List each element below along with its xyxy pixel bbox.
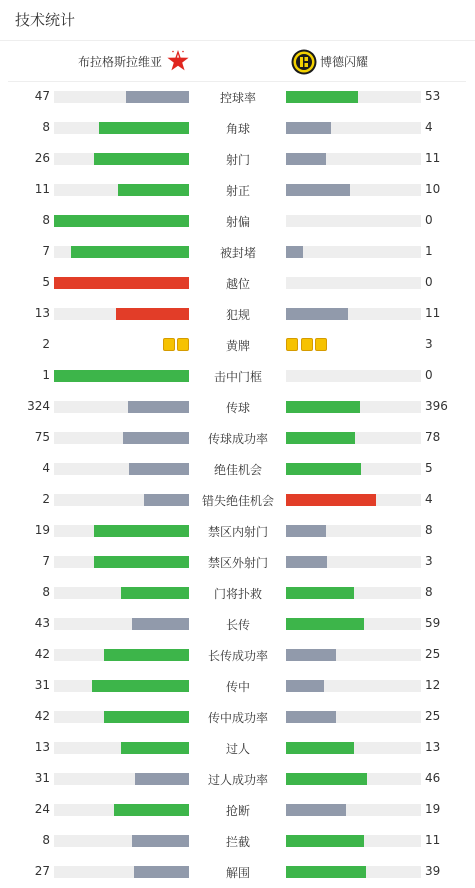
away-stat-bar: [286, 835, 421, 847]
stat-label: 传球: [225, 401, 250, 415]
home-stat-bar: [54, 618, 189, 630]
stat-label: 传球成功率: [207, 432, 268, 446]
away-stat-value: 10: [425, 182, 441, 196]
stat-row: [0, 391, 475, 422]
stat-label: 控球率: [219, 91, 256, 105]
away-stat-bar: [286, 277, 421, 289]
home-stat-bar-fill: [144, 494, 189, 506]
home-stat-bar: [54, 246, 189, 258]
home-stat-value: 31: [34, 771, 50, 785]
away-stat-bar: [286, 122, 421, 134]
home-stat-bar-fill: [118, 184, 189, 196]
away-stat-bar-fill: [286, 401, 360, 413]
stat-label: 绝佳机会: [213, 463, 262, 477]
home-stat-bar: [54, 587, 189, 599]
home-stat-bar-fill: [129, 463, 189, 475]
away-stat-bar: [286, 711, 421, 723]
stat-row: [0, 856, 475, 887]
home-stat-bar-fill: [92, 680, 189, 692]
stat-label: 抢断: [225, 804, 250, 818]
home-stat-bar-fill: [121, 587, 189, 599]
home-stat-bar-fill: [123, 432, 189, 444]
home-stat-bar-fill: [134, 866, 189, 878]
home-stat-value: 11: [34, 182, 50, 196]
home-stat-bar-fill: [54, 370, 189, 382]
home-stat-bar-fill: [94, 556, 189, 568]
home-stat-bar: [54, 308, 189, 320]
stat-label: 犯规: [225, 308, 250, 322]
stat-row: [0, 329, 475, 360]
stat-row: [0, 577, 475, 608]
away-stat-bar: [286, 742, 421, 754]
home-stat-value: 13: [34, 740, 50, 754]
home-stat-bar: [54, 370, 189, 382]
away-stat-bar: [286, 680, 421, 692]
stat-row: [0, 515, 475, 546]
away-stat-value: 53: [425, 89, 441, 103]
away-stat-bar: [286, 370, 421, 382]
home-stat-value: 7: [42, 554, 50, 568]
home-stat-value: 19: [34, 523, 50, 537]
away-stat-bar: [286, 618, 421, 630]
home-stat-bar-fill: [54, 277, 189, 289]
home-stat-value: 8: [42, 833, 50, 847]
home-stat-bar: [54, 153, 189, 165]
away-stat-bar-fill: [286, 246, 303, 258]
stat-label: 过人成功率: [207, 773, 268, 787]
home-team-name: 布拉格斯拉维亚: [77, 55, 162, 69]
away-stat-value: 1: [425, 244, 433, 258]
away-stat-value: 11: [425, 151, 441, 165]
home-stat-value: 4: [42, 461, 50, 475]
away-yellow-cards: [286, 338, 330, 351]
home-stat-bar: [54, 556, 189, 568]
home-stat-bar-fill: [54, 215, 189, 227]
away-stat-bar-fill: [286, 91, 358, 103]
away-stat-value: 396: [425, 399, 448, 413]
home-stat-bar: [54, 401, 189, 413]
home-stat-bar: [54, 804, 189, 816]
home-stat-bar: [54, 91, 189, 103]
away-stat-value: 59: [425, 616, 441, 630]
yellow-card-icon: [315, 338, 327, 351]
away-stat-value: 25: [425, 647, 441, 661]
home-stat-bar: [54, 122, 189, 134]
stat-label: 错失绝佳机会: [201, 494, 274, 508]
home-stat-bar: [54, 711, 189, 723]
home-stat-value: 8: [42, 213, 50, 227]
home-stat-value: 8: [42, 120, 50, 134]
home-stat-bar-fill: [94, 153, 189, 165]
away-stat-value: 5: [425, 461, 433, 475]
home-stat-value: 75: [34, 430, 50, 444]
home-stat-value: 42: [34, 647, 50, 661]
home-stat-value: 26: [34, 151, 50, 165]
home-stat-value: 31: [34, 678, 50, 692]
away-stat-bar: [286, 432, 421, 444]
home-stat-bar-fill: [99, 122, 189, 134]
stat-label: 过人: [225, 742, 250, 756]
away-stat-bar-fill: [286, 122, 331, 134]
away-stat-bar: [286, 649, 421, 661]
home-stat-bar-fill: [128, 401, 189, 413]
home-stat-value: 7: [42, 244, 50, 258]
away-stat-value: 8: [425, 585, 433, 599]
away-stat-bar-fill: [286, 587, 354, 599]
stat-label: 长传: [225, 618, 250, 632]
away-stat-bar: [286, 184, 421, 196]
away-stat-bar: [286, 153, 421, 165]
away-stat-bar-fill: [286, 556, 327, 568]
stat-label: 禁区内射门: [207, 525, 268, 539]
home-stat-bar: [54, 215, 189, 227]
home-yellow-cards: [160, 338, 189, 351]
home-stat-value: 43: [34, 616, 50, 630]
stat-row: [0, 81, 475, 112]
away-stat-bar: [286, 308, 421, 320]
stat-row: [0, 422, 475, 453]
stat-row: [0, 112, 475, 143]
away-stat-bar: [286, 91, 421, 103]
away-stat-value: 13: [425, 740, 441, 754]
home-stat-bar-fill: [94, 525, 189, 537]
away-stat-bar-fill: [286, 432, 355, 444]
away-stat-bar: [286, 401, 421, 413]
away-stat-bar: [286, 773, 421, 785]
stat-row: [0, 639, 475, 670]
away-stat-bar-fill: [286, 494, 376, 506]
home-stat-bar-fill: [114, 804, 189, 816]
stat-row: [0, 174, 475, 205]
away-stat-bar-fill: [286, 308, 348, 320]
slavia-star-logo-icon: [166, 49, 190, 73]
away-stat-bar-fill: [286, 153, 326, 165]
home-stat-value: 1: [42, 368, 50, 382]
stat-row: [0, 608, 475, 639]
away-stat-value: 8: [425, 523, 433, 537]
away-stat-value: 11: [425, 306, 441, 320]
home-stat-bar: [54, 773, 189, 785]
away-stat-value: 4: [425, 120, 433, 134]
stat-label: 越位: [225, 277, 250, 291]
stat-row: [0, 825, 475, 856]
home-stat-value: 47: [34, 89, 50, 103]
away-stat-value: 78: [425, 430, 441, 444]
home-stat-bar-fill: [126, 91, 189, 103]
away-stat-bar-fill: [286, 835, 364, 847]
stat-row: [0, 298, 475, 329]
away-stat-bar: [286, 525, 421, 537]
home-stat-bar: [54, 525, 189, 537]
yellow-card-icon: [286, 338, 298, 351]
stat-row: [0, 670, 475, 701]
home-stat-value: 324: [27, 399, 50, 413]
away-stat-value: 12: [425, 678, 441, 692]
home-stat-bar: [54, 432, 189, 444]
home-stat-bar-fill: [132, 835, 189, 847]
stat-row: [0, 546, 475, 577]
home-stat-bar: [54, 277, 189, 289]
stat-row: [0, 205, 475, 236]
home-stat-value: 5: [42, 275, 50, 289]
home-stat-value: 2: [42, 492, 50, 506]
away-stat-bar: [286, 804, 421, 816]
stat-label: 长传成功率: [207, 649, 268, 663]
home-stat-bar: [54, 742, 189, 754]
stat-row: [0, 794, 475, 825]
title-divider: [0, 40, 475, 41]
away-stat-value: 0: [425, 368, 433, 382]
away-stat-value: 19: [425, 802, 441, 816]
away-stat-bar: [286, 463, 421, 475]
home-stat-value: 27: [34, 864, 50, 878]
stat-label: 射正: [225, 184, 250, 198]
away-stat-value: 0: [425, 275, 433, 289]
away-stat-bar-fill: [286, 804, 346, 816]
away-stat-bar: [286, 215, 421, 227]
stat-label: 拦截: [225, 835, 250, 849]
away-stat-bar-fill: [286, 525, 326, 537]
away-stat-value: 25: [425, 709, 441, 723]
home-stat-bar-fill: [116, 308, 189, 320]
stat-row: [0, 236, 475, 267]
away-stat-bar-fill: [286, 680, 324, 692]
away-stat-value: 46: [425, 771, 441, 785]
home-stat-bar-fill: [135, 773, 189, 785]
stat-row: [0, 701, 475, 732]
away-stat-bar-fill: [286, 742, 354, 754]
stat-row: [0, 267, 475, 298]
home-stat-bar-fill: [104, 649, 189, 661]
stat-label: 击中门框: [213, 370, 262, 384]
away-stat-bar-fill: [286, 618, 364, 630]
stat-row: [0, 732, 475, 763]
home-stat-value: 42: [34, 709, 50, 723]
away-stat-value: 0: [425, 213, 433, 227]
away-stat-value: 3: [425, 554, 433, 568]
stat-label: 传中成功率: [207, 711, 268, 725]
away-team-name: 博德闪耀: [320, 55, 369, 69]
stat-label: 被封堵: [219, 246, 256, 260]
stat-row: [0, 484, 475, 515]
home-stat-value: 8: [42, 585, 50, 599]
stat-label: 解围: [225, 866, 250, 880]
away-stat-value: 11: [425, 833, 441, 847]
away-stat-bar-fill: [286, 866, 366, 878]
away-stat-bar: [286, 556, 421, 568]
away-stat-bar-fill: [286, 463, 361, 475]
stat-label: 角球: [225, 122, 250, 136]
away-stat-bar-fill: [286, 184, 350, 196]
stat-label: 射偏: [225, 215, 250, 229]
away-stat-bar: [286, 587, 421, 599]
stat-label: 门将扑救: [213, 587, 262, 601]
home-stat-bar: [54, 184, 189, 196]
stat-label: 黄牌: [225, 339, 250, 353]
stat-row: [0, 143, 475, 174]
away-stat-bar: [286, 866, 421, 878]
away-stat-bar: [286, 494, 421, 506]
away-stat-bar-fill: [286, 773, 367, 785]
away-stat-value: 4: [425, 492, 433, 506]
bodo-glimt-logo-icon: [291, 49, 317, 75]
teams-header: [0, 42, 475, 80]
home-stat-bar: [54, 649, 189, 661]
away-stat-bar-fill: [286, 649, 336, 661]
yellow-card-icon: [301, 338, 313, 351]
away-stat-value: 3: [425, 337, 433, 351]
stat-label: 禁区外射门: [207, 556, 268, 570]
home-stat-bar: [54, 463, 189, 475]
stat-label: 射门: [225, 153, 250, 167]
away-stat-value: 39: [425, 864, 441, 878]
home-stat-bar-fill: [132, 618, 189, 630]
yellow-card-icon: [177, 338, 189, 351]
home-stat-value: 24: [34, 802, 50, 816]
home-stat-bar-fill: [121, 742, 189, 754]
stat-label: 传中: [225, 680, 250, 694]
home-stat-bar-fill: [104, 711, 189, 723]
stat-row: [0, 360, 475, 391]
home-stat-bar: [54, 835, 189, 847]
stat-row: [0, 453, 475, 484]
away-stat-bar-fill: [286, 711, 336, 723]
home-stat-value: 13: [34, 306, 50, 320]
yellow-card-icon: [163, 338, 175, 351]
away-stat-bar: [286, 246, 421, 258]
home-stat-value: 2: [42, 337, 50, 351]
home-stat-bar: [54, 680, 189, 692]
home-stat-bar-fill: [71, 246, 189, 258]
home-stat-bar: [54, 494, 189, 506]
home-stat-bar: [54, 866, 189, 878]
stat-row: [0, 763, 475, 794]
page-title: 技术统计: [15, 11, 76, 29]
